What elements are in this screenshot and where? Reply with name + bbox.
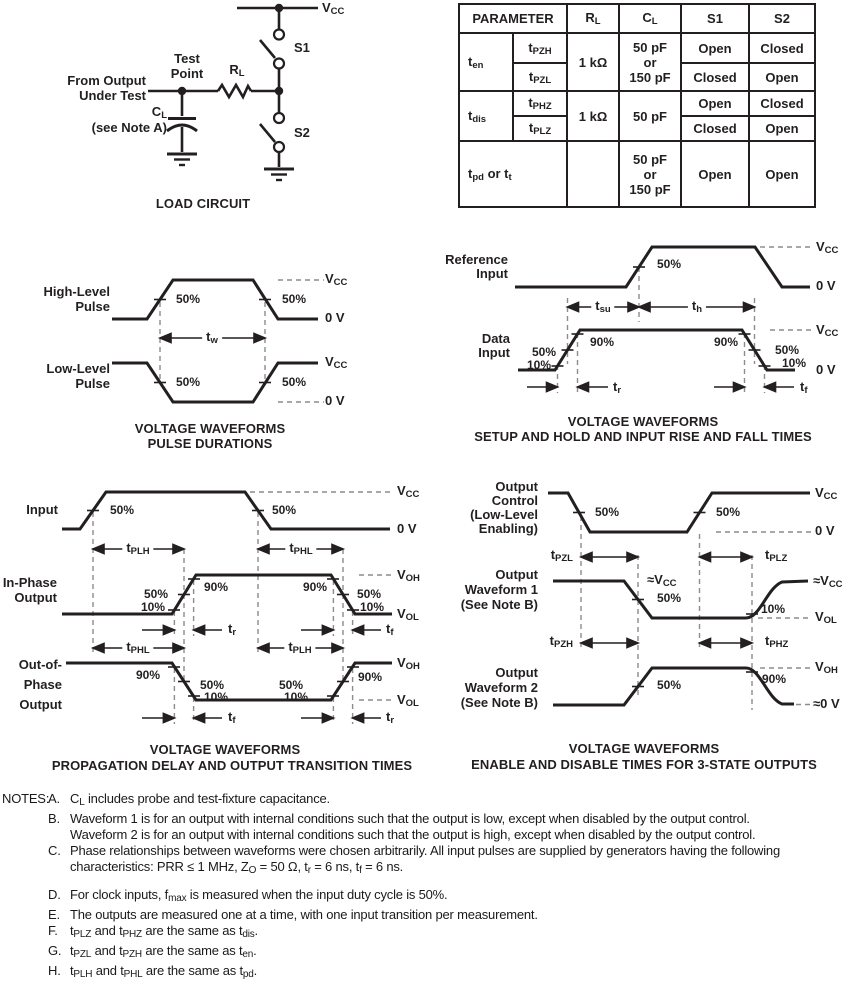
load-circuit-svg bbox=[0, 0, 440, 228]
note-line: F. $t_{PLZ}$ and $t_{PHZ}$ are the same as $t_{dis}$. bbox=[48, 923, 258, 940]
pct10-data-rise: 10% bbox=[526, 358, 551, 372]
low-level-pulse-label-2: Pulse bbox=[75, 376, 110, 391]
see-note-a-label: (see Note A) bbox=[91, 120, 167, 135]
reference-input-label-2: Input bbox=[476, 266, 508, 281]
tpzh-label: $t_{PZH}$ bbox=[549, 633, 573, 650]
vcc-level-ref: $V_{CC}$ bbox=[816, 239, 839, 256]
pct50-data-fall: 50% bbox=[775, 343, 800, 357]
tplh-label-2: $t_{PLH}$ bbox=[284, 640, 315, 655]
tw-label: $t_w$ bbox=[202, 330, 222, 345]
caption-line-2: PULSE DURATIONS bbox=[147, 436, 273, 451]
note-line: G. $t_{PZL}$ and $t_{PZH}$ are the same as $t_{en}$. bbox=[48, 943, 257, 960]
tr-label-outphase: $t_r$ bbox=[386, 709, 395, 726]
zero-v-level-input: 0 V bbox=[397, 521, 417, 536]
cell-s1-tpd: Open bbox=[681, 141, 749, 207]
pct90-outphase-fall: 90% bbox=[135, 668, 160, 682]
cell-s2-tpzh: Closed bbox=[749, 33, 815, 63]
pct50-waveform1: 50% bbox=[657, 591, 682, 605]
zero-v-level-control: 0 V bbox=[815, 523, 835, 538]
tr-label-inphase: $t_r$ bbox=[228, 621, 237, 638]
cell-tpd-tt: $t_{pd}$ or $t_t$ bbox=[459, 141, 567, 207]
cell-rl-en: 1 kΩ bbox=[567, 33, 619, 91]
pct50-low-fall: 50% bbox=[176, 375, 201, 389]
tf-label-inphase: $t_f$ bbox=[386, 621, 394, 638]
note-line: B. Waveform 1 is for an output with internal conditions such that the output is low, except when disabled by the output control. bbox=[48, 811, 750, 826]
zero-v-level-low: 0 V bbox=[325, 393, 345, 408]
s1-label: S1 bbox=[294, 40, 310, 55]
cell-rl-tpd bbox=[567, 141, 619, 207]
pct50-input-fall: 50% bbox=[272, 503, 297, 517]
tphl-label-1: $t_{PHL}$ bbox=[285, 541, 316, 556]
vcc-label: $V_{CC}$ bbox=[322, 0, 345, 17]
tpzl-label: $t_{PZL}$ bbox=[550, 547, 573, 564]
tf-label: $t_f$ bbox=[800, 379, 808, 396]
pct10-inphase-rise: 10% bbox=[140, 600, 165, 614]
tf-label-outphase: $t_f$ bbox=[228, 709, 236, 726]
waveform2-label-2: Waveform 2 bbox=[464, 680, 538, 695]
cell-s1-tphz: Open bbox=[681, 91, 749, 116]
cell-cl-tpd: 50 pF or 150 pF bbox=[619, 141, 681, 207]
pct50-outphase-rise: 50% bbox=[278, 678, 303, 692]
pct90-inphase-fall: 90% bbox=[302, 580, 327, 594]
percent-ticks bbox=[552, 267, 771, 366]
cell-cl-dis: 50 pF bbox=[619, 91, 681, 141]
cl-label: $C_L$ bbox=[151, 104, 167, 121]
approx-zero-v-level: ≈0 V bbox=[813, 696, 840, 711]
test-point-label-2: Point bbox=[170, 66, 204, 81]
data-input-label-2: Input bbox=[478, 345, 510, 360]
note-line: D. For clock inputs, $f_{max}$ is measured when the input duty cycle is 50%. bbox=[48, 887, 448, 904]
caption-line-1: VOLTAGE WAVEFORMS bbox=[567, 414, 719, 429]
from-output-label-1: From Output bbox=[67, 73, 146, 88]
notes-section bbox=[2, 791, 860, 983]
approx-vcc-inline: $\approx V_{CC}$ bbox=[647, 572, 677, 589]
note-line: characteristics: PRR ≤ 1 MHz, $Z_O = 50$ Ω, $t_r = 6$ ns, $t_f = 6$ ns. bbox=[70, 859, 404, 876]
output-control-waveform bbox=[548, 493, 810, 532]
tr-label: $t_r$ bbox=[613, 379, 622, 396]
caption-line-2: PROPAGATION DELAY AND OUTPUT TRANSITION TIMES bbox=[51, 758, 413, 773]
cell-s1-tpzh: Open bbox=[681, 33, 749, 63]
waveform1-label-3: (See Note B) bbox=[460, 597, 538, 612]
th-cl: $C_L$ bbox=[619, 4, 681, 33]
pct50-data-rise: 50% bbox=[531, 345, 556, 359]
from-output-label-2: Under Test bbox=[79, 88, 146, 103]
pct10-outphase-rise: 10% bbox=[283, 690, 308, 704]
in-phase-label-1: In-Phase bbox=[2, 575, 57, 590]
vol-level-outphase: $V_{OL}$ bbox=[397, 692, 419, 709]
pct50-high-fall: 50% bbox=[282, 292, 307, 306]
output-control-label-3: (Low-Level bbox=[470, 507, 538, 522]
pct50-low-rise: 50% bbox=[282, 375, 307, 389]
pct90-data-fall: 90% bbox=[713, 335, 738, 349]
cell-s2-tpzl: Open bbox=[749, 63, 815, 91]
caption-line-1: VOLTAGE WAVEFORMS bbox=[149, 742, 301, 757]
enable-disable-diagram bbox=[430, 460, 860, 775]
pct50-inphase-rise: 50% bbox=[143, 587, 168, 601]
note-line: C. Phase relationships between waveforms were chosen arbitrarily. All input pulses are supplied by generators having the following bbox=[48, 843, 780, 858]
voh-level: $V_{OH}$ bbox=[815, 659, 838, 676]
data-input-label-1: Data bbox=[481, 331, 510, 346]
vcc-level-control: $V_{CC}$ bbox=[815, 485, 838, 502]
input-label: Input bbox=[26, 502, 58, 517]
test-point-label-1: Test bbox=[174, 51, 200, 66]
in-phase-label-2: Output bbox=[14, 590, 57, 605]
load-circuit-diagram bbox=[0, 0, 440, 228]
pct10-waveform1: 10% bbox=[761, 602, 786, 616]
cell-cl-en: 50 pF or 150 pF bbox=[619, 33, 681, 91]
cell-s2-tplz: Open bbox=[749, 116, 815, 141]
percent-ticks bbox=[87, 511, 359, 697]
waveform2-label-3: (See Note B) bbox=[460, 695, 538, 710]
voh-level-inphase: $V_{OH}$ bbox=[397, 567, 420, 584]
pct90-data-rise: 90% bbox=[590, 335, 615, 349]
setup-hold-diagram bbox=[430, 230, 860, 455]
out-of-phase-label-1: Out-of- bbox=[18, 657, 62, 672]
circuit-wires bbox=[148, 8, 318, 167]
pct50-high-rise: 50% bbox=[176, 292, 201, 306]
approx-vcc-level: $\approx V_{CC}$ bbox=[813, 573, 843, 590]
vol-level-inphase: $V_{OL}$ bbox=[397, 606, 419, 623]
pct90-outphase-rise: 90% bbox=[358, 670, 383, 684]
th-s2: S2 bbox=[749, 4, 815, 33]
propagation-delay-diagram bbox=[0, 460, 440, 775]
note-line: E. The outputs are measured one at a time, with one input transition per measurement. bbox=[48, 907, 538, 922]
tplz-label: $t_{PLZ}$ bbox=[765, 547, 788, 564]
reference-input-label-1: Reference bbox=[445, 252, 508, 267]
pct50-input-rise: 50% bbox=[110, 503, 135, 517]
caption-line-2: SETUP AND HOLD AND INPUT RISE AND FALL TIMES bbox=[474, 429, 812, 444]
pulse-durations-diagram bbox=[0, 230, 440, 455]
tphz-label: $t_{PHZ}$ bbox=[765, 633, 789, 650]
pct50-waveform2: 50% bbox=[657, 678, 682, 692]
pct10-data-fall: 10% bbox=[782, 356, 807, 370]
high-level-pulse-label-1: High-Level bbox=[43, 284, 110, 299]
note-line: NOTES: A. $C_L$ includes probe and test-fixture capacitance. bbox=[2, 791, 330, 808]
pct50-control-rise: 50% bbox=[716, 505, 741, 519]
voh-level-outphase: $V_{OH}$ bbox=[397, 655, 420, 672]
th-s1: S1 bbox=[681, 4, 749, 33]
th-rl: $R_L$ bbox=[567, 4, 619, 33]
vcc-level-low: $V_{CC}$ bbox=[325, 354, 348, 371]
caption-line-1: VOLTAGE WAVEFORMS bbox=[568, 741, 720, 756]
tplh-label-1: $t_{PLH}$ bbox=[122, 541, 153, 556]
load-circuit-caption: LOAD CIRCUIT bbox=[155, 196, 251, 211]
rl-label: $R_L$ bbox=[229, 62, 245, 79]
waveform2-label-1: Output bbox=[495, 665, 538, 680]
pct90-inphase-rise: 90% bbox=[204, 580, 229, 594]
cell-s2-tpd: Open bbox=[749, 141, 815, 207]
waveform1-label-1: Output bbox=[495, 567, 538, 582]
cell-s1-tplz: Closed bbox=[681, 116, 749, 141]
th-label: $t_h$ bbox=[688, 299, 706, 314]
output-control-label-2: Control bbox=[491, 493, 538, 508]
high-level-pulse-label-2: Pulse bbox=[75, 299, 110, 314]
pct50-inphase-fall: 50% bbox=[357, 587, 382, 601]
tsu-label: $t_{su}$ bbox=[591, 299, 614, 314]
out-of-phase-label-2: Phase bbox=[23, 677, 62, 692]
s2-label: S2 bbox=[294, 125, 310, 140]
pct50-control-fall: 50% bbox=[595, 505, 620, 519]
output-control-label-4: Enabling) bbox=[478, 521, 538, 536]
parameter-table bbox=[458, 3, 816, 208]
cell-tplz: $t_{PLZ}$ bbox=[513, 116, 567, 141]
vcc-level-high: $V_{CC}$ bbox=[325, 271, 348, 288]
zero-v-level-ref: 0 V bbox=[816, 278, 836, 293]
zero-v-level-data: 0 V bbox=[816, 362, 836, 377]
out-of-phase-label-3: Output bbox=[19, 697, 62, 712]
note-line: Waveform 2 is for an output with internal conditions such that the output is high, except when disabled by the output control. bbox=[70, 827, 756, 842]
cell-tpzh: $t_{PZH}$ bbox=[513, 33, 567, 63]
cell-rl-dis: 1 kΩ bbox=[567, 91, 619, 141]
cell-tpzl: $t_{PZL}$ bbox=[513, 63, 567, 91]
cell-ten: $t_{en}$ bbox=[459, 33, 513, 91]
pct50-outphase-fall: 50% bbox=[200, 678, 225, 692]
note-line: H. $t_{PLH}$ and $t_{PHL}$ are the same as $t_{pd}$. bbox=[48, 963, 258, 980]
vcc-level-data: $V_{CC}$ bbox=[816, 322, 839, 339]
vol-level: $V_{OL}$ bbox=[815, 609, 837, 626]
pct90-waveform2: 90% bbox=[762, 672, 787, 686]
pct50-ref: 50% bbox=[657, 257, 682, 271]
zero-v-level-high: 0 V bbox=[325, 310, 345, 325]
output-control-label-1: Output bbox=[495, 479, 538, 494]
propagation-delay-svg bbox=[0, 460, 440, 775]
waveform1-label-2: Waveform 1 bbox=[464, 582, 538, 597]
cell-tdis: $t_{dis}$ bbox=[459, 91, 513, 141]
caption-line-1: VOLTAGE WAVEFORMS bbox=[134, 421, 286, 436]
vcc-level-input: $V_{CC}$ bbox=[397, 483, 420, 500]
low-level-pulse-label-1: Low-Level bbox=[46, 361, 110, 376]
pct10-inphase-fall: 10% bbox=[360, 600, 385, 614]
cell-s1-tpzl: Closed bbox=[681, 63, 749, 91]
reference-dashes bbox=[93, 492, 395, 726]
cell-s2-tphz: Closed bbox=[749, 91, 815, 116]
caption-line-2: ENABLE AND DISABLE TIMES FOR 3-STATE OUTPUTS bbox=[471, 757, 817, 772]
th-parameter: PARAMETER bbox=[459, 4, 567, 33]
tphl-label-2: $t_{PHL}$ bbox=[122, 640, 153, 655]
cell-tphz: $t_{PHZ}$ bbox=[513, 91, 567, 116]
pct10-outphase-fall: 10% bbox=[204, 690, 229, 704]
